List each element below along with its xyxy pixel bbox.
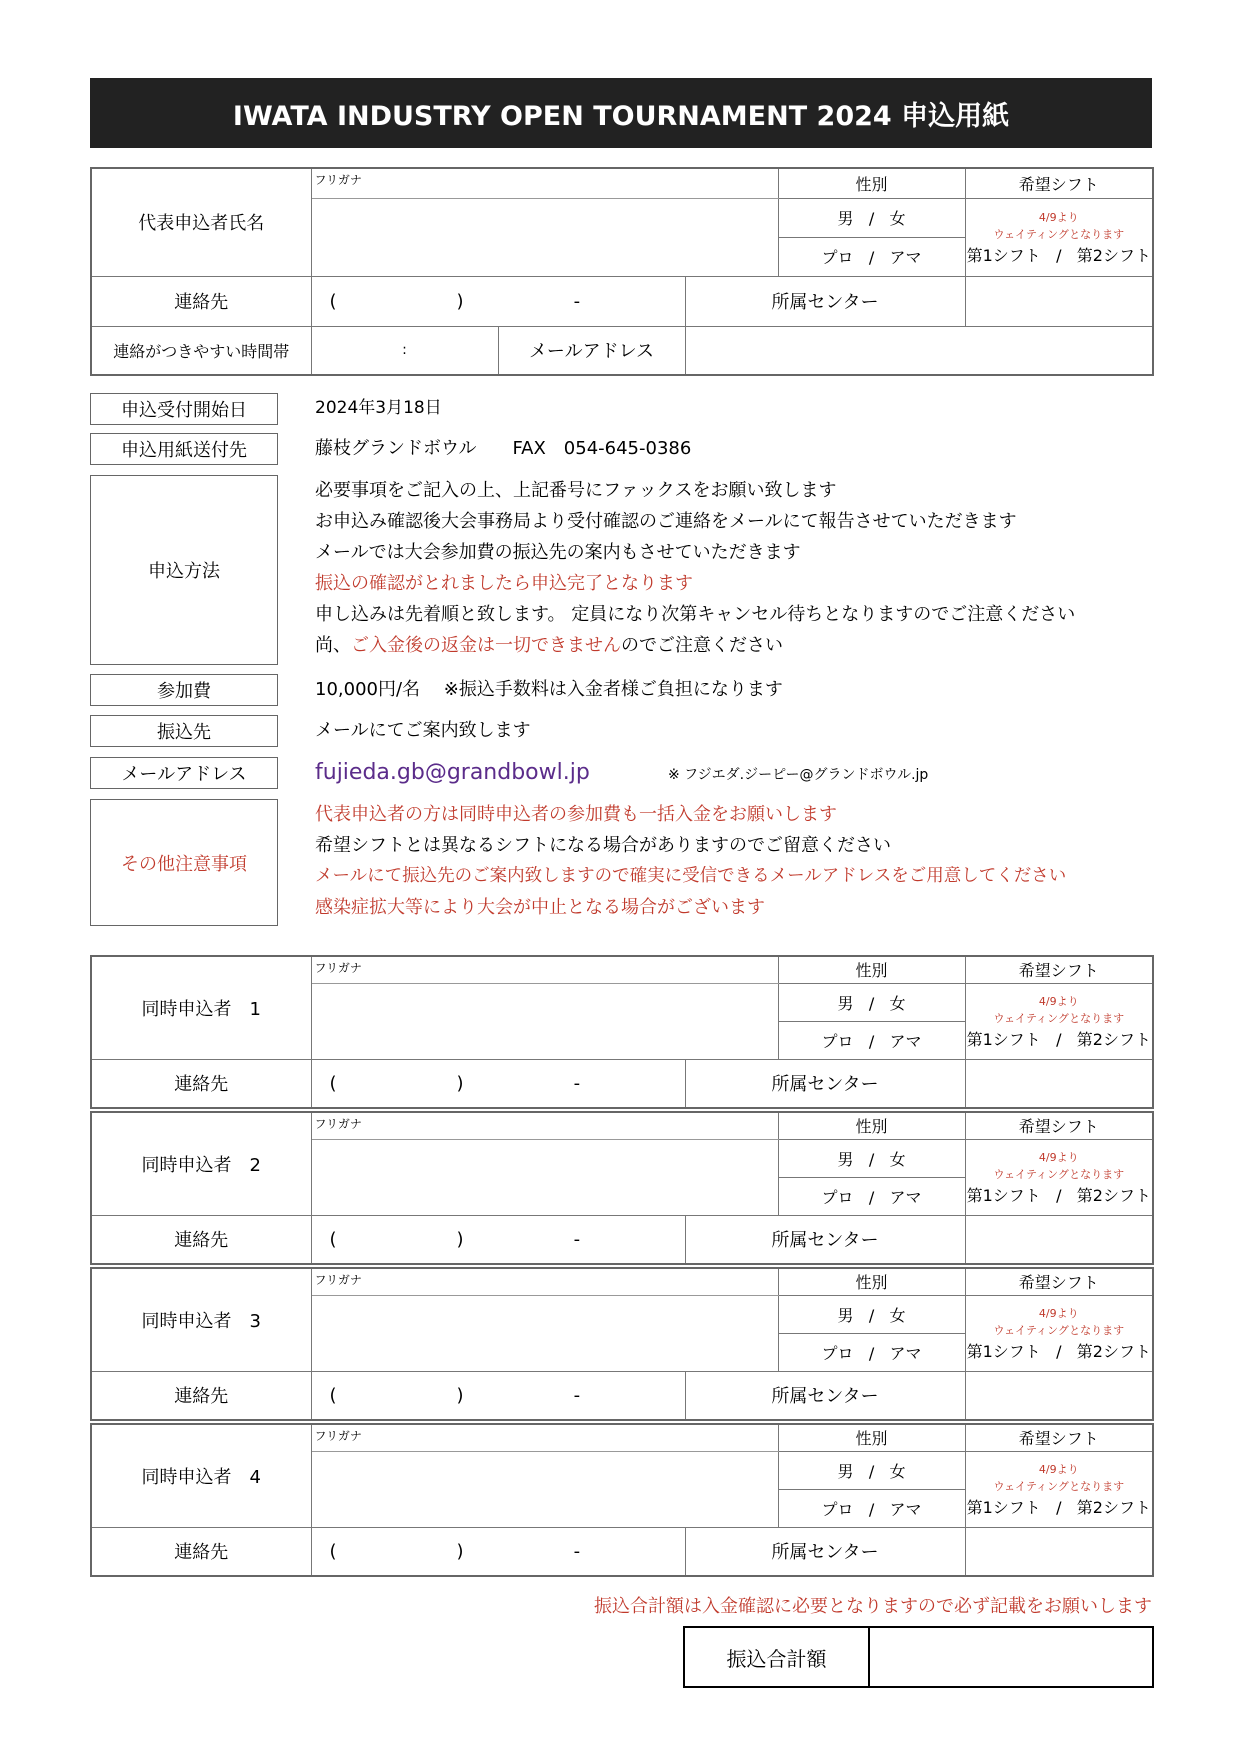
method-line-2: お申込み確認後大会事務局より受付確認のご連絡をメールにて報告させていただきます [315,511,1017,532]
shift-note: 4/9より ウェイティングとなります [993,994,1125,1025]
mail-label: メールアドレス [498,326,685,375]
gender-male[interactable]: 男 [837,1149,854,1169]
shift-header: 希望シフト [965,1424,1153,1451]
name-field[interactable] [311,983,778,1059]
furigana-label: フリガナ [314,1117,362,1131]
shift-options[interactable]: 第1シフト / 第2シフト [966,1185,1151,1205]
furigana-label: フリガナ [314,173,362,187]
furigana-field[interactable] [311,1268,778,1295]
center-field[interactable] [965,276,1153,326]
center-label: 所属センター [685,1059,965,1108]
gender-header: 性別 [778,956,965,983]
shift-cell [965,1139,1153,1215]
furigana-label: フリガナ [314,1429,362,1443]
shift-1[interactable]: 第1シフト [966,1029,1041,1049]
contact-field[interactable]: ( ) - [311,1059,685,1108]
pro-option[interactable]: プロ [821,1031,854,1051]
email-link[interactable]: fujieda.gb@grandbowl.jp [315,760,590,785]
furigana-label: フリガナ [314,961,362,975]
name-field[interactable] [311,1451,778,1527]
shift-2[interactable]: 第2シフト [1076,1029,1151,1049]
shift-1[interactable]: 第1シフト [966,1185,1041,1205]
gender-female[interactable]: 女 [889,1461,906,1481]
other-text [315,799,1175,923]
gender-male[interactable]: 男 [837,1305,854,1325]
co-applicant-table-1 [90,955,1154,1109]
contact-label: 連絡先 [91,1527,311,1576]
center-label: 所属センター [685,1527,965,1576]
gender-header: 性別 [778,1112,965,1139]
contact-label: 連絡先 [91,1371,311,1420]
other-line-2: 希望シフトとは異なるシフトになる場合がありますのでご留意ください [315,835,891,856]
slash: / [868,209,875,228]
co-applicant-label: 同時申込者 3 [91,1268,311,1371]
total-label: 振込合計額 [684,1627,869,1687]
shift-cell [965,983,1153,1059]
furigana-field[interactable] [311,1112,778,1139]
shift-options[interactable]: 第1シフト / 第2シフト [966,1341,1151,1361]
email-note: ※ フジエダ.ジーピー@グランドボウル.jp [668,767,929,783]
shift-options[interactable]: 第1シフト / 第2シフト [966,1497,1151,1517]
co-applicant-table-2 [90,1111,1154,1265]
pro-option[interactable]: プロ [821,1499,854,1519]
ama-option[interactable]: アマ [889,248,922,267]
contact-label: 連絡先 [91,276,311,326]
gender-male-female[interactable]: 男 / 女 [778,1139,965,1177]
pro-ama[interactable]: プロ / アマ [778,237,965,276]
furigana-field[interactable] [311,168,778,198]
furigana-label: フリガナ [314,1273,362,1287]
furigana-field[interactable] [311,956,778,983]
fee-value: 10,000円/名 ※振込手数料は入金者様ご負担になります [315,679,783,700]
gender-female[interactable]: 女 [889,993,906,1013]
shift-options[interactable]: 第1シフト / 第2シフト [966,245,1151,265]
gender-male[interactable]: 男 [837,209,854,228]
center-label: 所属センター [685,276,965,326]
ama-option[interactable]: アマ [889,1031,922,1051]
gender-female[interactable]: 女 [889,1305,906,1325]
shift-cell [965,198,1153,276]
ama-option[interactable]: アマ [889,1343,922,1363]
ama-option[interactable]: アマ [889,1499,922,1519]
start-label: 申込受付開始日 [90,393,278,425]
pro-ama[interactable]: プロ / アマ [778,1021,965,1059]
method-line-5: 申し込みは先着順と致します。 定員になり次第キャンセル待ちとなりますのでご注意ください [315,604,1076,625]
shift-1[interactable]: 第1シフト [966,1341,1041,1361]
other-line-3: メールにて振込先のご案内致しますので確実に受信できるメールアドレスをご用意してください [315,866,1067,886]
gender-male-female[interactable] [778,198,965,237]
other-line-1: 代表申込者の方は同時申込者の参加費も一括入金をお願いします [315,804,837,825]
shift-header: 希望シフト [965,956,1153,983]
bank-label: 振込先 [90,715,278,747]
gender-female[interactable]: 女 [889,1149,906,1169]
ama-option[interactable]: アマ [889,1187,922,1207]
shift-1[interactable]: 第1シフト [966,1497,1041,1517]
other-line-4: 感染症拡大等により大会が中止となる場合がございます [315,897,765,918]
shift-2[interactable]: 第2シフト [1076,1497,1151,1517]
gender-header: 性別 [778,1424,965,1451]
gender-female[interactable]: 女 [889,209,906,228]
shift-header: 希望シフト [965,1268,1153,1295]
pro-ama[interactable]: プロ / アマ [778,1333,965,1371]
total-field[interactable] [869,1627,1153,1687]
center-label: 所属センター [685,1371,965,1420]
time-label: 連絡がつきやすい時間帯 [91,326,311,375]
shift-cell [965,1451,1153,1527]
name-field[interactable] [311,1295,778,1371]
mail-field[interactable] [685,326,1153,375]
contact-label: 連絡先 [91,1059,311,1108]
co-applicant-table-4 [90,1423,1154,1577]
total-note: 振込合計額は入金確認に必要となりますので必ず記載をお願いします [594,1596,1152,1617]
pro-option[interactable]: プロ [821,1187,854,1207]
method-label: 申込方法 [90,475,278,665]
pro-option[interactable]: プロ [821,248,854,267]
shift-1[interactable]: 第1シフト [966,245,1041,265]
contact-field[interactable]: ( ) - [311,1527,685,1576]
shift-header: 希望シフト [965,1112,1153,1139]
gender-male[interactable]: 男 [837,993,854,1013]
method-line-1: 必要事項をご記入の上、上記番号にファックスをお願い致します [315,480,837,501]
bank-value: メールにてご案内致します [315,720,531,741]
gender-male[interactable]: 男 [837,1461,854,1481]
email-label: メールアドレス [90,757,278,789]
co-applicant-label: 同時申込者 4 [91,1424,311,1527]
co-applicant-label: 同時申込者 1 [91,956,311,1059]
gender-header: 性別 [778,168,965,198]
method-text [315,475,1155,661]
contact-label: 連絡先 [91,1215,311,1264]
shift-note: 4/9より ウェイティングとなります [993,1150,1125,1181]
applicant-name-label: 代表申込者氏名 [91,168,311,276]
pro-ama[interactable]: プロ / アマ [778,1489,965,1527]
other-label: その他注意事項 [90,799,278,926]
center-label: 所属センター [685,1215,965,1264]
shift-note: 4/9より ウェイティングとなります [993,1462,1125,1493]
method-line-3: メールでは大会参加費の振込先の案内もさせていただきます [315,542,801,563]
furigana-field[interactable] [311,1424,778,1451]
pro-ama[interactable]: プロ / アマ [778,1177,965,1215]
fee-label: 参加費 [90,674,278,706]
start-value: 2024年3月18日 [315,398,442,418]
shift-2[interactable]: 第2シフト [1076,245,1151,265]
total-table [683,1626,1154,1688]
shift-options[interactable]: 第1シフト / 第2シフト [966,1029,1151,1049]
contact-field[interactable]: ( ) - [311,1215,685,1264]
contact-field[interactable]: ( ) - [311,276,685,326]
shift-cell [965,1295,1153,1371]
gender-male-female[interactable]: 男 / 女 [778,1295,965,1333]
shift-2[interactable]: 第2シフト [1076,1185,1151,1205]
pro-option[interactable]: プロ [821,1343,854,1363]
send-value: 藤枝グランドボウル FAX 054-645-0386 [315,438,692,459]
name-field[interactable] [311,198,778,276]
page-title: IWATA INDUSTRY OPEN TOURNAMENT 2024 申込用紙 [90,78,1152,148]
center-field[interactable] [965,1371,1153,1420]
contact-field[interactable]: ( ) - [311,1371,685,1420]
gender-header: 性別 [778,1268,965,1295]
applicant-table [90,167,1154,376]
name-field[interactable] [311,1139,778,1215]
gender-male-female[interactable]: 男 / 女 [778,1451,965,1489]
gender-male-female[interactable]: 男 / 女 [778,983,965,1021]
center-field[interactable] [965,1059,1153,1108]
shift-header: 希望シフト [965,168,1153,198]
shift-note: 4/9より ウェイティングとなります [993,1306,1125,1337]
co-applicant-label: 同時申込者 2 [91,1112,311,1215]
shift-note: 4/9より ウェイティングとなります [993,210,1125,241]
time-field[interactable]: : [311,326,498,375]
send-label: 申込用紙送付先 [90,433,278,465]
center-field[interactable] [965,1527,1153,1576]
co-applicant-table-3 [90,1267,1154,1421]
center-field[interactable] [965,1215,1153,1264]
shift-2[interactable]: 第2シフト [1076,1341,1151,1361]
method-line-4: 振込の確認がとれましたら申込完了となります [315,573,693,594]
method-line-6: 尚、ご入金後の返金は一切できませんのでご注意ください [315,635,783,656]
